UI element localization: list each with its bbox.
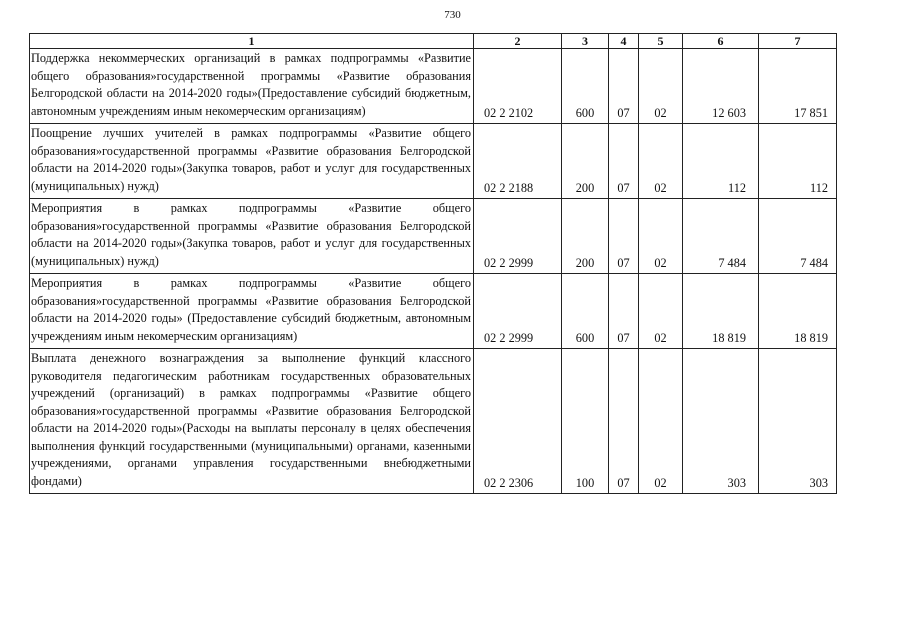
section: 07 — [609, 49, 639, 124]
amount-col-6: 18 819 — [683, 274, 759, 349]
column-header-1: 1 — [30, 34, 474, 49]
amount-col-7: 303 — [759, 349, 837, 494]
column-header-3: 3 — [562, 34, 609, 49]
section: 07 — [609, 274, 639, 349]
expense-type: 100 — [562, 349, 609, 494]
section: 07 — [609, 349, 639, 494]
expense-type: 600 — [562, 274, 609, 349]
table-header-row — [30, 34, 837, 49]
section: 07 — [609, 124, 639, 199]
column-header-4: 4 — [609, 34, 639, 49]
target-article-code: 02 2 2999 — [474, 274, 562, 349]
row-description: Мероприятия в рамках подпрограммы «Развитие общего образования»государственной программы «Развитие образования Белгородской области на 2014-2020 годы» (Предоставление субсидий бюджетным, автономным учреждениям иным некомерческим организациям) — [30, 274, 474, 349]
page-number: 730 — [444, 9, 461, 21]
subsection: 02 — [639, 49, 683, 124]
subsection: 02 — [639, 199, 683, 274]
row-description: Выплата денежного вознаграждения за выполнение функций классного руководителя педагогическим работникам государственных образовательных учреждений (организаций) в рамках подпрограммы «Развитие общего образования»государственной программы «Развитие образования Белгородской области на 2014-2020 годы»(Расходы на выплаты персоналу в целях обеспечения выполнения функций государственными (муниципальными) органами, казенными учреждениями, органами управления государственными внебюджетными фондами) — [30, 349, 474, 494]
target-article-code: 02 2 2999 — [474, 199, 562, 274]
row-description: Мероприятия в рамках подпрограммы «Развитие общего образования»государственной программы «Развитие образования Белгородской области на 2014-2020 годы»(Закупка товаров, работ и услуг для государственных (муниципальных) нужд) — [30, 199, 474, 274]
expense-type: 200 — [562, 199, 609, 274]
column-header-5: 5 — [639, 34, 683, 49]
subsection: 02 — [639, 349, 683, 494]
table-row — [30, 199, 837, 274]
amount-col-6: 7 484 — [683, 199, 759, 274]
row-description: Поощрение лучших учителей в рамках подпрограммы «Развитие общего образования»государственной программы «Развитие образования Белгородской области на 2014-2020 годы»(Закупка товаров, работ и услуг для государственных (муниципальных) нужд) — [30, 124, 474, 199]
column-header-6: 6 — [683, 34, 759, 49]
subsection: 02 — [639, 124, 683, 199]
table-row — [30, 49, 837, 124]
amount-col-7: 7 484 — [759, 199, 837, 274]
amount-col-7: 112 — [759, 124, 837, 199]
section: 07 — [609, 199, 639, 274]
amount-col-6: 112 — [683, 124, 759, 199]
subsection: 02 — [639, 274, 683, 349]
table-row — [30, 274, 837, 349]
table-row — [30, 349, 837, 494]
row-description: Поддержка некоммерческих организаций в рамках подпрограммы «Развитие общего образования»государственной программы «Развитие образования Белгородской области на 2014-2020 годы»(Предоставление субсидий бюджетным, автономным учреждениям иным некомерческим организациям) — [30, 49, 474, 124]
amount-col-6: 12 603 — [683, 49, 759, 124]
column-header-2: 2 — [474, 34, 562, 49]
target-article-code: 02 2 2102 — [474, 49, 562, 124]
target-article-code: 02 2 2306 — [474, 349, 562, 494]
column-header-7: 7 — [759, 34, 837, 49]
expense-type: 600 — [562, 49, 609, 124]
amount-col-7: 18 819 — [759, 274, 837, 349]
amount-col-7: 17 851 — [759, 49, 837, 124]
table-row — [30, 124, 837, 199]
target-article-code: 02 2 2188 — [474, 124, 562, 199]
amount-col-6: 303 — [683, 349, 759, 494]
budget-table — [29, 33, 837, 494]
expense-type: 200 — [562, 124, 609, 199]
